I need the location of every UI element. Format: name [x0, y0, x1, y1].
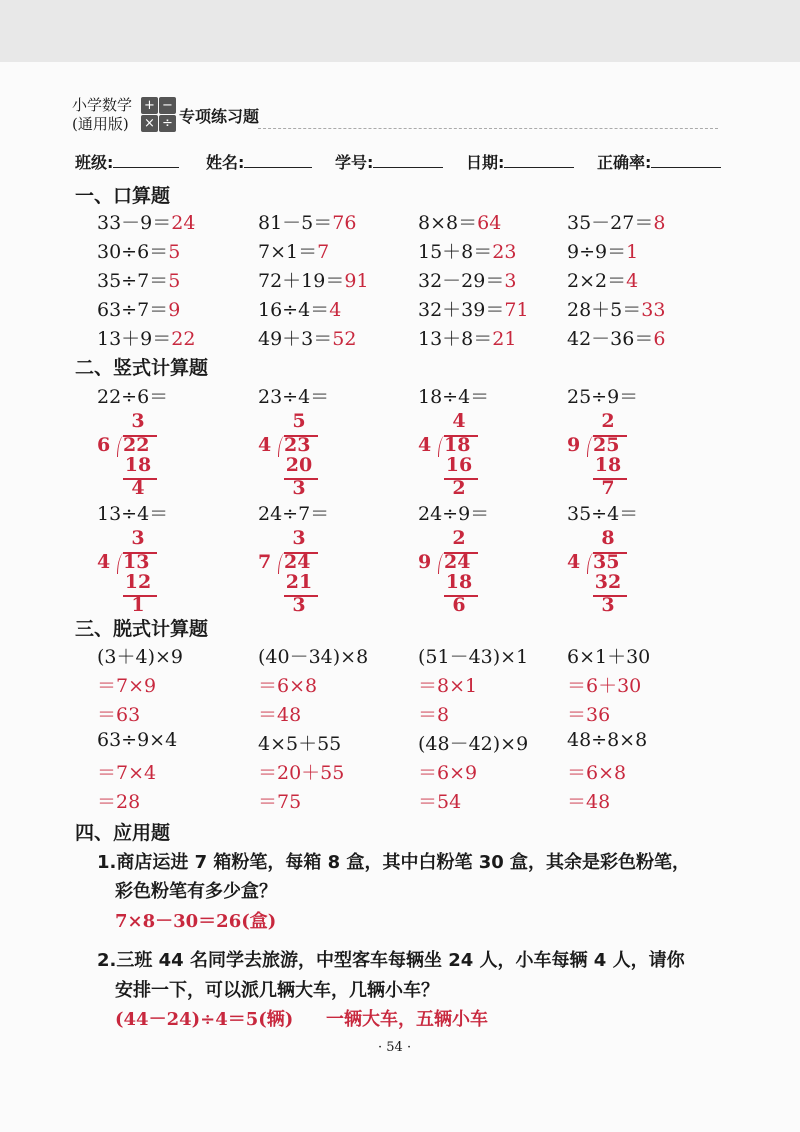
- calc-question: 42－36＝: [567, 328, 654, 350]
- accuracy-blank[interactable]: [651, 153, 721, 168]
- calc-item: [567, 266, 638, 293]
- product: 21: [285, 571, 313, 593]
- section2-title: 二、竖式计算题: [75, 357, 209, 379]
- calc-item: [258, 237, 329, 264]
- header-divider: [258, 128, 718, 129]
- quotient: 3: [131, 410, 145, 432]
- step-two: ＝75: [258, 791, 302, 813]
- product: 18: [594, 454, 622, 476]
- remainder: 1: [131, 594, 145, 616]
- step-expression: 48÷8×8: [567, 729, 648, 751]
- dividend: 24: [284, 551, 311, 573]
- quotient: 3: [292, 527, 306, 549]
- divisor: 4: [97, 551, 111, 573]
- remainder: 4: [131, 477, 145, 499]
- calc-answer: 4: [626, 270, 639, 292]
- calc-question: 7×1＝: [258, 241, 318, 263]
- calc-question: 9÷9＝: [567, 241, 627, 263]
- section3-title: 三、脱式计算题: [75, 618, 209, 640]
- long-division: [97, 410, 187, 505]
- problem1-answer: 7×8－30＝26(盒): [115, 911, 277, 932]
- division-expression: 13÷4＝: [97, 503, 169, 525]
- long-division: [418, 527, 508, 622]
- calc-item: [97, 324, 195, 351]
- remainder: 7: [601, 477, 615, 499]
- calc-question: 13＋8＝: [418, 328, 493, 350]
- accuracy-field[interactable]: [597, 150, 721, 173]
- step-two: ＝8: [418, 704, 450, 726]
- calc-answer: 33: [641, 299, 666, 321]
- calc-question: 2×2＝: [567, 270, 627, 292]
- problem2-answer: (44－24)÷4＝5(辆): [115, 1009, 294, 1030]
- step-two: ＝54: [418, 791, 462, 813]
- problem2-line1: 2.三班 44 名同学去旅游，中型客车每辆坐 24 人，小车每辆 4 人，请你: [97, 950, 685, 971]
- division-expression: 23÷4＝: [258, 386, 330, 408]
- division-expression: 25÷9＝: [567, 386, 639, 408]
- calc-answer: 22: [171, 328, 196, 350]
- name-blank[interactable]: [244, 153, 312, 168]
- product: 20: [285, 454, 313, 476]
- calc-item: [567, 237, 638, 264]
- division-expression: 24÷7＝: [258, 503, 330, 525]
- product: 12: [124, 571, 152, 593]
- date-label: 日期:: [466, 153, 505, 172]
- step-expression: 4×5＋55: [258, 733, 342, 755]
- calc-answer: 8: [653, 212, 666, 234]
- calc-question: 28＋5＝: [567, 299, 642, 321]
- dividend: 22: [123, 434, 150, 456]
- date-field[interactable]: [466, 150, 574, 173]
- calc-item: [567, 295, 665, 322]
- divisor: 9: [418, 551, 432, 573]
- calc-answer: 24: [171, 212, 196, 234]
- dividend: 23: [284, 434, 311, 456]
- divisor: 4: [567, 551, 581, 573]
- calc-question: 35－27＝: [567, 212, 654, 234]
- calc-question: 72＋19＝: [258, 270, 345, 292]
- calc-answer: 23: [492, 241, 517, 263]
- division-expression: 24÷9＝: [418, 503, 490, 525]
- step-two: ＝28: [97, 791, 141, 813]
- remainder: 3: [601, 594, 615, 616]
- minus-icon: −: [159, 97, 176, 114]
- quotient: 2: [452, 527, 466, 549]
- calc-answer: 5: [168, 270, 181, 292]
- series-name: [72, 96, 132, 134]
- calc-question: 30÷6＝: [97, 241, 169, 263]
- calc-question: 81－5＝: [258, 212, 333, 234]
- calc-item: [97, 237, 180, 264]
- step-one: ＝7×9: [97, 675, 157, 697]
- step-expression: (48－42)×9: [418, 733, 529, 755]
- long-division: [258, 527, 348, 622]
- accuracy-label: 正确率:: [597, 153, 652, 172]
- divisor: 4: [258, 434, 272, 456]
- student-id-blank[interactable]: [373, 153, 443, 168]
- calc-answer: 4: [329, 299, 342, 321]
- top-band: [0, 0, 800, 62]
- product: 32: [594, 571, 622, 593]
- product: 18: [124, 454, 152, 476]
- problem1-line2: 彩色粉笔有多少盒？: [115, 881, 277, 902]
- series-line2: (通用版): [72, 115, 129, 133]
- calc-item: [258, 324, 356, 351]
- quotient: 2: [601, 410, 615, 432]
- calc-question: 16÷4＝: [258, 299, 330, 321]
- long-division: [97, 527, 187, 622]
- student-id-label: 学号:: [335, 153, 374, 172]
- divisor: 4: [418, 434, 432, 456]
- calc-answer: 71: [504, 299, 529, 321]
- class-field[interactable]: [75, 150, 179, 173]
- divisor: 7: [258, 551, 272, 573]
- long-division: [418, 410, 508, 505]
- calc-item: [418, 237, 516, 264]
- long-division: [567, 410, 657, 505]
- calc-answer: 64: [477, 212, 502, 234]
- calc-question: 33－9＝: [97, 212, 172, 234]
- step-expression: (40－34)×8: [258, 646, 369, 668]
- name-label: 姓名:: [206, 153, 245, 172]
- name-field[interactable]: [206, 150, 312, 173]
- calc-question: 32－29＝: [418, 270, 505, 292]
- division-expression: 18÷4＝: [418, 386, 490, 408]
- step-one: ＝6×8: [567, 762, 627, 784]
- calc-item: [567, 208, 665, 235]
- worksheet-title: 专项练习题: [179, 107, 260, 126]
- step-expression: (51－43)×1: [418, 646, 529, 668]
- step-two: ＝36: [567, 704, 611, 726]
- step-one: ＝6×8: [258, 675, 318, 697]
- calc-question: 63÷7＝: [97, 299, 169, 321]
- long-division: [258, 410, 348, 505]
- calc-item: [258, 266, 369, 293]
- step-one: ＝20＋55: [258, 762, 345, 784]
- calc-answer: 7: [317, 241, 330, 263]
- remainder: 3: [292, 477, 306, 499]
- dividend: 35: [593, 551, 620, 573]
- calc-question: 8×8＝: [418, 212, 478, 234]
- divisor: 6: [97, 434, 111, 456]
- step-one: ＝6×9: [418, 762, 478, 784]
- calc-item: [97, 208, 195, 235]
- product: 16: [445, 454, 473, 476]
- long-division: [567, 527, 657, 622]
- division-expression: 35÷4＝: [567, 503, 639, 525]
- date-blank[interactable]: [504, 153, 574, 168]
- calc-answer: 3: [504, 270, 517, 292]
- dividend: 18: [444, 434, 471, 456]
- section1-title: 一、口算题: [75, 185, 171, 207]
- step-one: ＝8×1: [418, 675, 478, 697]
- problem1-line1: 1.商店运进 7 箱粉笔，每箱 8 盒，其中白粉笔 30 盒，其余是彩色粉笔，: [97, 852, 691, 873]
- dividend: 13: [123, 551, 150, 573]
- calc-answer: 76: [332, 212, 357, 234]
- class-blank[interactable]: [113, 153, 179, 168]
- step-expression: (3＋4)×9: [97, 646, 184, 668]
- calc-question: 15＋8＝: [418, 241, 493, 263]
- dividend: 24: [444, 551, 471, 573]
- quotient: 4: [452, 410, 466, 432]
- step-expression: 6×1＋30: [567, 646, 651, 668]
- calc-answer: 91: [344, 270, 369, 292]
- section4-title: 四、应用题: [75, 822, 171, 844]
- calc-question: 13＋9＝: [97, 328, 172, 350]
- divisor: 9: [567, 434, 581, 456]
- quotient: 8: [601, 527, 615, 549]
- divide-icon: ÷: [159, 115, 176, 132]
- calc-answer: 52: [332, 328, 357, 350]
- calc-item: [418, 295, 529, 322]
- calc-item: [418, 324, 516, 351]
- remainder: 3: [292, 594, 306, 616]
- student-id-field[interactable]: [335, 150, 443, 173]
- times-icon: ×: [141, 115, 158, 132]
- problem2-line2: 安排一下，可以派几辆大车，几辆小车？: [115, 980, 439, 1001]
- page-number: · 54 ·: [378, 1040, 412, 1055]
- calc-answer: 6: [653, 328, 666, 350]
- calc-question: 49＋3＝: [258, 328, 333, 350]
- quotient: 5: [292, 410, 306, 432]
- calc-item: [567, 324, 665, 351]
- step-one: ＝6＋30: [567, 675, 642, 697]
- step-two: ＝63: [97, 704, 141, 726]
- plus-icon: +: [141, 97, 158, 114]
- calc-answer: 21: [492, 328, 517, 350]
- dividend: 25: [593, 434, 620, 456]
- problem2-answer-extra: 一辆大车，五辆小车: [326, 1009, 488, 1030]
- class-label: 班级:: [75, 153, 114, 172]
- remainder: 2: [452, 477, 466, 499]
- calc-item: [97, 295, 180, 322]
- step-two: ＝48: [258, 704, 302, 726]
- step-one: ＝7×4: [97, 762, 157, 784]
- step-two: ＝48: [567, 791, 611, 813]
- calc-answer: 5: [168, 241, 181, 263]
- step-expression: 63÷9×4: [97, 729, 178, 751]
- calc-answer: 9: [168, 299, 181, 321]
- series-line1: 小学数学: [72, 96, 133, 114]
- calc-item: [418, 266, 516, 293]
- calc-item: [258, 295, 341, 322]
- calc-item: [97, 266, 180, 293]
- division-expression: 22÷6＝: [97, 386, 169, 408]
- remainder: 6: [452, 594, 466, 616]
- calc-answer: 1: [626, 241, 639, 263]
- product: 18: [445, 571, 473, 593]
- calc-item: [258, 208, 356, 235]
- quotient: 3: [131, 527, 145, 549]
- calc-question: 35÷7＝: [97, 270, 169, 292]
- calc-question: 32＋39＝: [418, 299, 505, 321]
- calc-item: [418, 208, 501, 235]
